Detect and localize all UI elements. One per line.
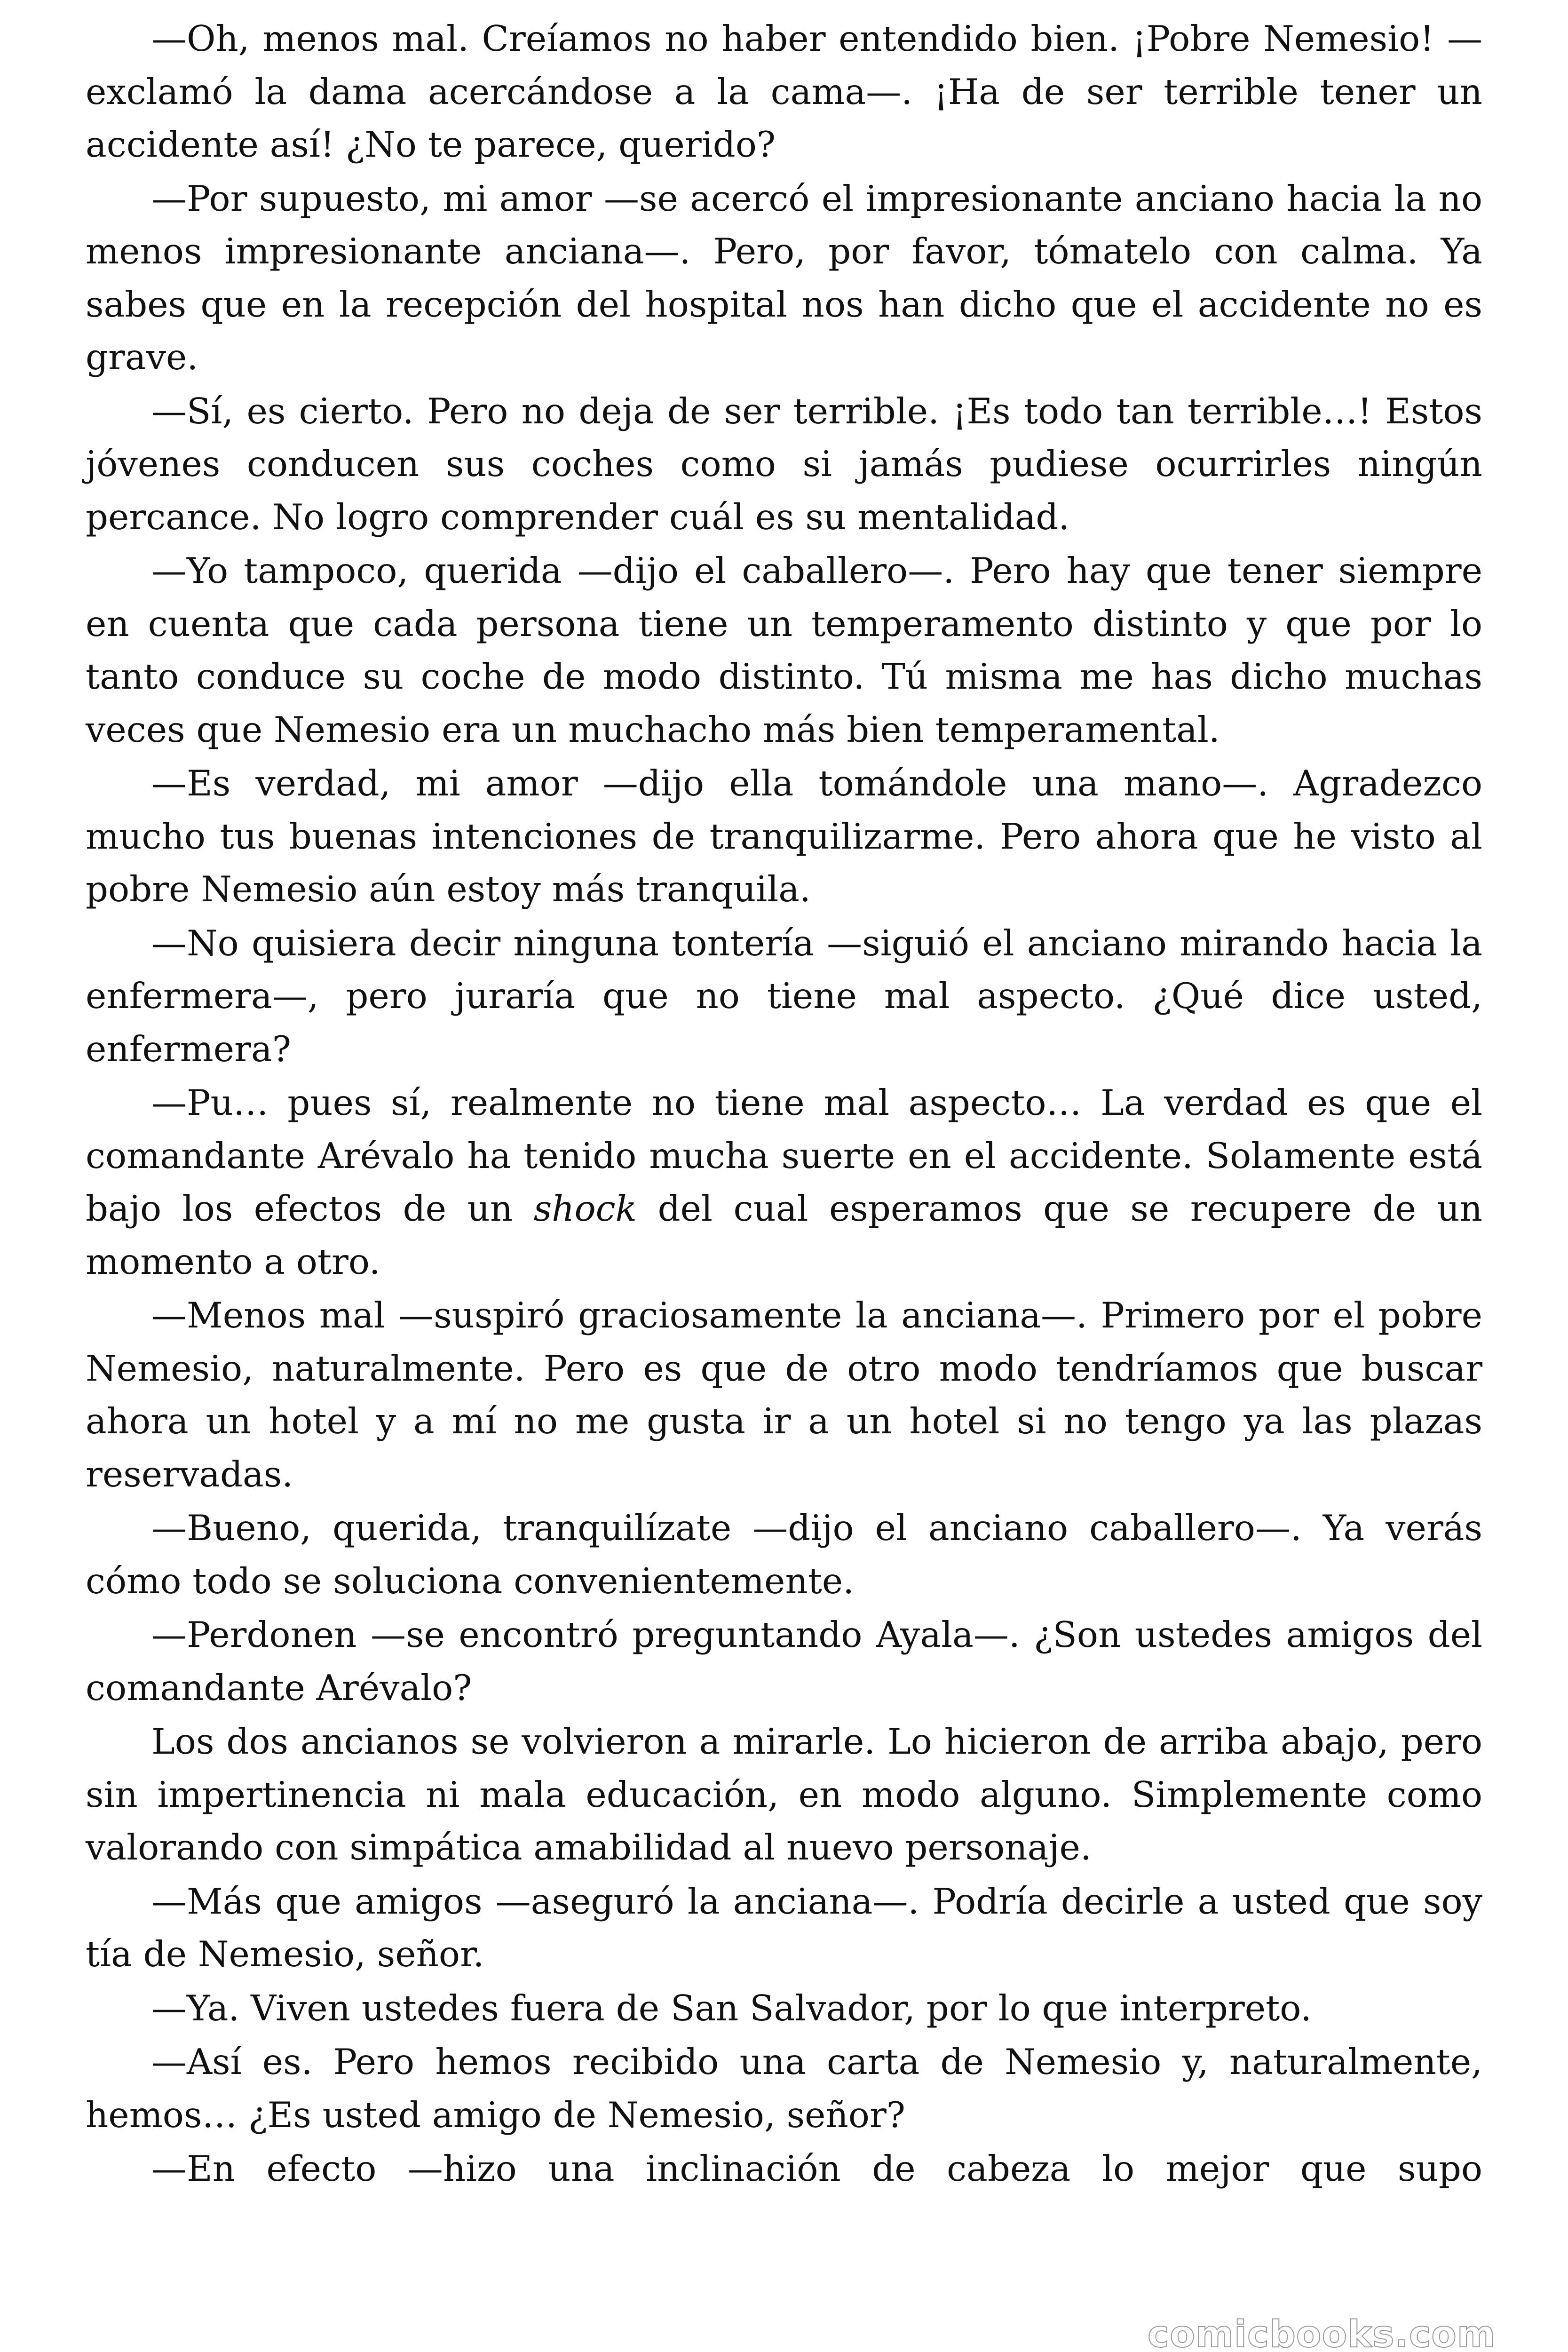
paragraph: —Bueno, querida, tranquilízate —dijo el anciano caballero—. Ya verás cómo todo se soluciona convenientemente. — [86, 1507, 1482, 1602]
paragraph-text: del cual esperamos que se recupere de un momento a otro. — [86, 1188, 1482, 1282]
paragraph: —Menos mal —suspiró graciosamente la anciana—. Primero por el pobre Nemesio, naturalmente. Pero es que de otro modo tendríamos que buscar ahora un hotel y a mí no me gusta ir a un hotel si no tengo ya las plazas reservadas. — [86, 1295, 1482, 1495]
paragraph: —Ya. Viven ustedes fuera de San Salvador, por lo que interpreto. — [151, 1987, 1312, 2029]
paragraph: —Sí, es cierto. Pero no deja de ser terrible. ¡Es todo tan terrible…! Estos jóvenes conducen sus coches como si jamás pudiese ocurrirles ningún percance. No logro comprender cuál es su mentalidad. — [86, 390, 1482, 538]
paragraph: Los dos ancianos se volvieron a mirarle. Lo hicieron de arriba abajo, pero sin impertinencia ni mala educación, en modo alguno. Simplemente como valorando con simpática amabilidad al nuevo personaje. — [86, 1721, 1482, 1868]
paragraph: —Oh, menos mal. Creíamos no haber entendido bien. ¡Pobre Nemesio! —exclamó la dama acercándose a la cama—. ¡Ha de ser terrible tener un accidente así! ¿No te parece, querido? — [86, 18, 1482, 165]
emphasized-word: shock — [533, 1188, 637, 1229]
paragraph: —Más que amigos —aseguró la anciana—. Podría decirle a usted que soy tía de Nemesio, señor. — [86, 1880, 1482, 1975]
paragraph: —Perdonen —se encontró preguntando Ayala—. ¿Son ustedes amigos del comandante Arévalo? — [86, 1614, 1482, 1708]
paragraph: —Es verdad, mi amor —dijo ella tomándole una mano—. Agradezco mucho tus buenas intenciones de tranquilizarme. Pero ahora que he visto al pobre Nemesio aún estoy más tranquila. — [86, 763, 1482, 910]
paragraph: —Por supuesto, mi amor —se acercó el impresionante anciano hacia la no menos impresionante anciana—. Pero, por favor, tómatelo con calma. Ya sabes que en la recepción del hospital nos han dicho que el accidente no es grave. — [86, 177, 1482, 378]
paragraph: —Así es. Pero hemos recibido una carta de Nemesio y, naturalmente, hemos… ¿Es usted amigo de Nemesio, señor? — [86, 2041, 1482, 2136]
paragraph: —No quisiera decir ninguna tontería —siguió el anciano mirando hacia la enfermera—, pero juraría que no tiene mal aspecto. ¿Qué dice usted, enfermera? — [86, 922, 1482, 1070]
paragraph: —En efecto —hizo una inclinación de cabeza lo mejor que supo — [151, 2148, 1482, 2189]
paragraph-text: —Pu… pues sí, realmente no tiene mal aspecto… La verdad es que el comandante Arévalo ha tenido mucha suerte en el accidente. Solamente está bajo los efectos de un — [86, 1082, 1482, 1229]
page-text — [86, 12, 1482, 2196]
paragraph — [86, 1076, 1482, 1288]
watermark-logo: comicbooks.com — [1148, 2313, 1496, 2352]
paragraph: —Yo tampoco, querida —dijo el caballero—. Pero hay que tener siempre en cuenta que cada persona tiene un temperamento distinto y que por lo tanto conduce su coche de modo distinto. Tú misma me has dicho muchas veces que Nemesio era un muchacho más bien temperamental. — [86, 550, 1482, 750]
